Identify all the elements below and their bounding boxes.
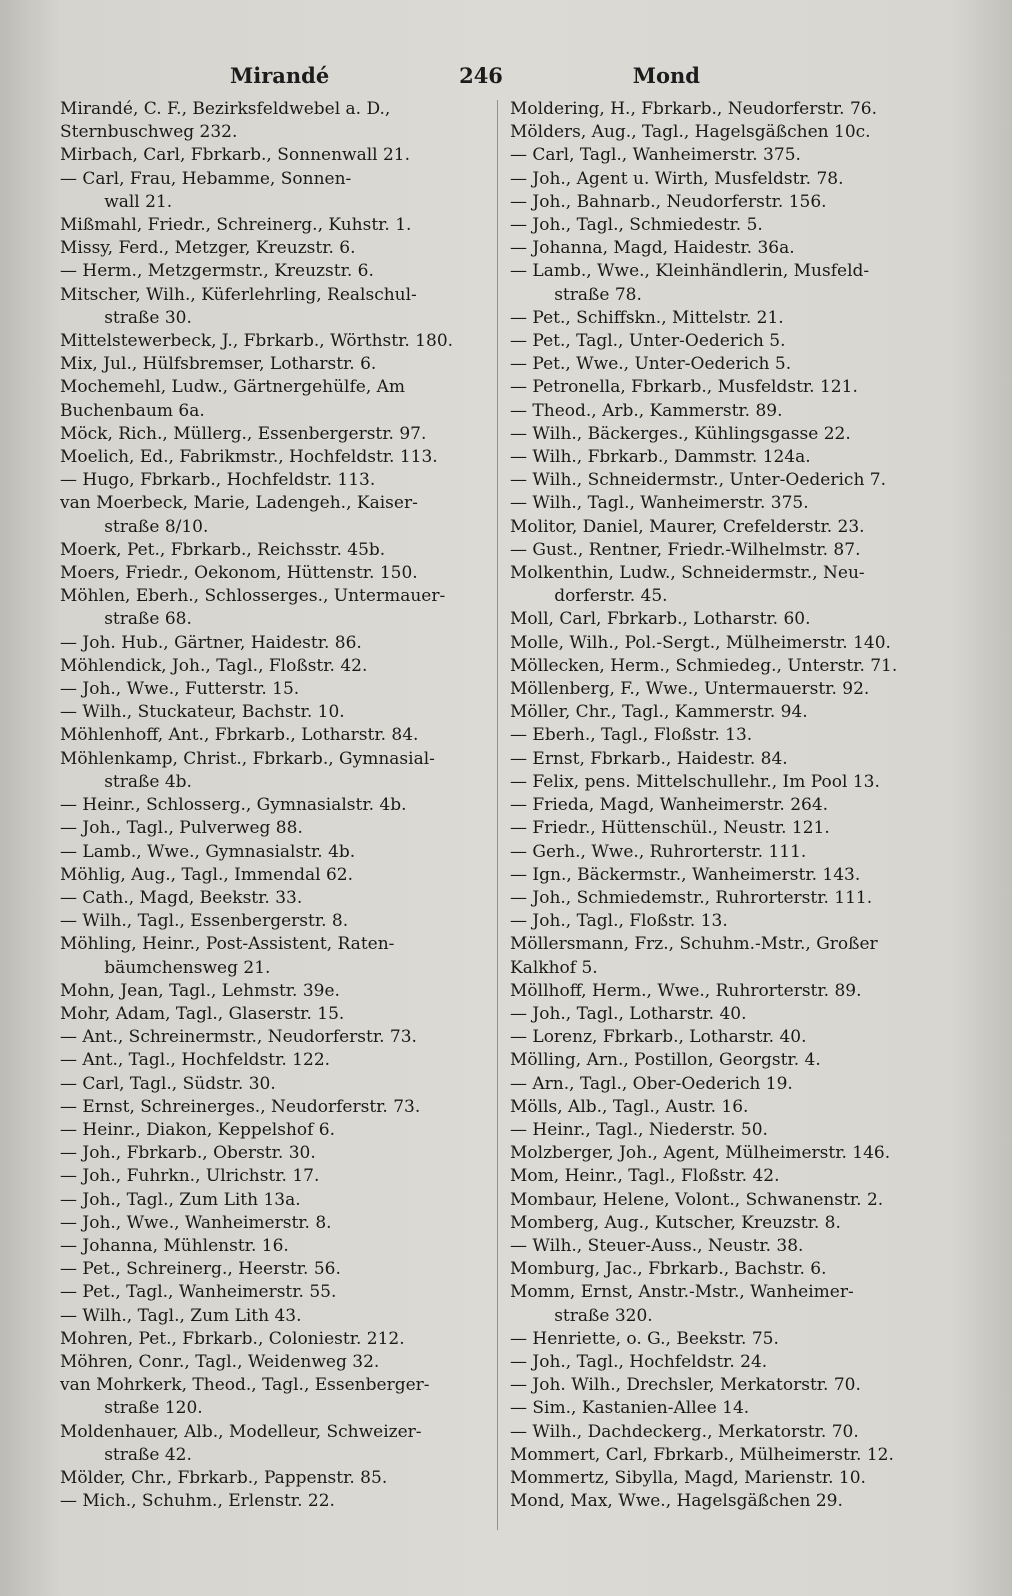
directory-line: bäumchensweg 21. <box>104 957 271 978</box>
directory-line: Mitscher, Wilh., Küferlehrling, Realschul- <box>60 284 417 305</box>
directory-line: Mirandé, C. F., Bezirksfeldwebel a. D., <box>60 99 391 119</box>
directory-line: — Herm., Metzgermstr., Kreuzstr. 6. <box>60 261 374 282</box>
directory-line: straße 4b. <box>104 771 192 792</box>
directory-line: Möllhoff, Herm., Wwe., Ruhrorterstr. 89. <box>510 980 862 1001</box>
directory-line: Momm, Ernst, Anstr.-Mstr., Wanheimer- <box>510 1282 854 1303</box>
directory-line: — Mich., Schuhm., Erlenstr. 22. <box>60 1491 335 1512</box>
directory-line: — Wilh., Tagl., Zum Lith 43. <box>60 1305 302 1326</box>
directory-line: — Joh., Tagl., Hochfeldstr. 24. <box>510 1351 768 1372</box>
directory-line: straße 42. <box>104 1444 192 1465</box>
directory-line: — Gerh., Wwe., Ruhrorterstr. 111. <box>510 841 807 862</box>
directory-line: — Pet., Schreinerg., Heerstr. 56. <box>60 1259 341 1280</box>
directory-line: Möck, Rich., Müllerg., Essenbergerstr. 97. <box>60 423 427 444</box>
directory-line: van Moerbeck, Marie, Ladengeh., Kaiser- <box>60 493 418 514</box>
directory-line: — Joh., Tagl., Schmiedestr. 5. <box>510 215 763 236</box>
directory-line: Möllersmann, Frz., Schuhm.-Mstr., Großer <box>510 934 878 955</box>
directory-line: wall 21. <box>104 191 173 212</box>
directory-line: Möhlendick, Joh., Tagl., Floßstr. 42. <box>60 655 368 676</box>
directory-line: — Carl, Frau, Hebamme, Sonnen- <box>60 168 352 189</box>
directory-line: — Ernst, Schreinerges., Neudorferstr. 73. <box>60 1096 421 1117</box>
directory-line: — Pet., Schiffskn., Mittelstr. 21. <box>510 307 784 328</box>
directory-line: — Pet., Tagl., Wanheimerstr. 55. <box>60 1282 337 1303</box>
directory-line: Mißmahl, Friedr., Schreinerg., Kuhstr. 1. <box>60 215 412 236</box>
directory-line: — Ant., Tagl., Hochfeldstr. 122. <box>60 1050 331 1071</box>
directory-line: Missy, Ferd., Metzger, Kreuzstr. 6. <box>60 238 356 259</box>
directory-line: Mohr, Adam, Tagl., Glaserstr. 15. <box>60 1003 345 1024</box>
directory-line: — Heinr., Schlosserg., Gymnasialstr. 4b. <box>60 795 407 816</box>
directory-line: Möhlenhoff, Ant., Fbrkarb., Lotharstr. 84. <box>60 725 419 746</box>
directory-line: Moers, Friedr., Oekonom, Hüttenstr. 150. <box>60 563 418 584</box>
directory-line: Mohn, Jean, Tagl., Lehmstr. 39e. <box>60 980 340 1001</box>
directory-line: straße 120. <box>104 1398 203 1419</box>
directory-line: Mommertz, Sibylla, Magd, Marienstr. 10. <box>510 1467 866 1488</box>
directory-line: — Wilh., Dachdeckerg., Merkatorstr. 70. <box>510 1421 859 1442</box>
directory-line: Momburg, Jac., Fbrkarb., Bachstr. 6. <box>510 1259 827 1280</box>
column-divider <box>497 100 498 1530</box>
directory-line: Mittelstewerbeck, J., Fbrkarb., Wörthstr. 180. <box>60 331 454 352</box>
right-column <box>510 98 930 1513</box>
directory-line: — Ernst, Fbrkarb., Haidestr. 84. <box>510 748 788 769</box>
directory-line: — Joh., Bahnarb., Neudorferstr. 156. <box>510 191 827 212</box>
directory-line: Möhling, Heinr., Post-Assistent, Raten- <box>60 934 395 955</box>
directory-line: Möhlen, Eberh., Schlosserges., Untermauer- <box>60 586 446 607</box>
directory-line: straße 78. <box>554 284 642 305</box>
directory-line: — Johanna, Magd, Haidestr. 36a. <box>510 238 795 259</box>
directory-line: — Wilh., Stuckateur, Bachstr. 10. <box>60 702 345 723</box>
directory-line: — Ign., Bäckermstr., Wanheimerstr. 143. <box>510 864 861 885</box>
directory-line: Möhlig, Aug., Tagl., Immendal 62. <box>60 864 354 885</box>
page-header <box>230 58 700 92</box>
directory-line: — Wilh., Steuer-Auss., Neustr. 38. <box>510 1235 804 1256</box>
directory-line: — Joh., Agent u. Wirth, Musfeldstr. 78. <box>510 168 844 189</box>
directory-line: — Joh. Wilh., Drechsler, Merkatorstr. 70. <box>510 1375 861 1396</box>
directory-line: dorferstr. 45. <box>554 586 668 607</box>
directory-line: Moerk, Pet., Fbrkarb., Reichsstr. 45b. <box>60 539 386 560</box>
directory-line: — Joh., Tagl., Floßstr. 13. <box>510 911 728 932</box>
directory-line: Mölling, Arn., Postillon, Georgstr. 4. <box>510 1050 821 1071</box>
directory-line: Molle, Wilh., Pol.-Sergt., Mülheimerstr. 140. <box>510 632 891 653</box>
directory-line: Molitor, Daniel, Maurer, Crefelderstr. 23. <box>510 516 865 537</box>
directory-line: — Joh., Fuhrkn., Ulrichstr. 17. <box>60 1166 320 1187</box>
directory-line: Moll, Carl, Fbrkarb., Lotharstr. 60. <box>510 609 811 630</box>
directory-line: Mommert, Carl, Fbrkarb., Mülheimerstr. 12. <box>510 1444 894 1465</box>
directory-line: Möllecken, Herm., Schmiedeg., Unterstr. 71. <box>510 655 898 676</box>
directory-line: — Wilh., Tagl., Essenbergerstr. 8. <box>60 911 349 932</box>
directory-line: — Lorenz, Fbrkarb., Lotharstr. 40. <box>510 1027 807 1048</box>
directory-line: straße 30. <box>104 307 192 328</box>
directory-line: — Joh., Wwe., Futterstr. 15. <box>60 679 300 700</box>
directory-line: — Gust., Rentner, Friedr.-Wilhelmstr. 87. <box>510 539 861 560</box>
directory-line: Mohren, Pet., Fbrkarb., Coloniestr. 212. <box>60 1328 405 1349</box>
directory-line: — Wilh., Tagl., Wanheimerstr. 375. <box>510 493 809 514</box>
directory-line: Mölder, Chr., Fbrkarb., Pappenstr. 85. <box>60 1467 388 1488</box>
directory-line: straße 320. <box>554 1305 653 1326</box>
directory-line: — Joh., Tagl., Lotharstr. 40. <box>510 1003 747 1024</box>
directory-line: — Cath., Magd, Beekstr. 33. <box>60 887 303 908</box>
directory-line: Möhlenkamp, Christ., Fbrkarb., Gymnasial- <box>60 748 435 769</box>
directory-line: — Theod., Arb., Kammerstr. 89. <box>510 400 783 421</box>
directory-line: Molkenthin, Ludw., Schneidermstr., Neu- <box>510 563 865 584</box>
directory-line: — Wilh., Fbrkarb., Dammstr. 124a. <box>510 447 811 468</box>
directory-line: — Carl, Tagl., Südstr. 30. <box>60 1073 276 1094</box>
directory-line: — Wilh., Schneidermstr., Unter-Oederich 7. <box>510 470 887 491</box>
directory-line: — Arn., Tagl., Ober-Oederich 19. <box>510 1073 793 1094</box>
directory-line: Mombaur, Helene, Volont., Schwanenstr. 2. <box>510 1189 884 1210</box>
directory-line: — Joh., Schmiedemstr., Ruhrorterstr. 111. <box>510 887 873 908</box>
directory-line: Mix, Jul., Hülfsbremser, Lotharstr. 6. <box>60 354 377 375</box>
header-right-word: Mond <box>632 62 700 88</box>
directory-line: — Joh., Wwe., Wanheimerstr. 8. <box>60 1212 332 1233</box>
directory-line: — Joh., Tagl., Zum Lith 13a. <box>60 1189 301 1210</box>
directory-line: — Sim., Kastanien-Allee 14. <box>510 1398 750 1419</box>
directory-line: — Felix, pens. Mittelschullehr., Im Pool 13. <box>510 771 880 792</box>
directory-line: Mölls, Alb., Tagl., Austr. 16. <box>510 1096 749 1117</box>
directory-line: — Pet., Wwe., Unter-Oederich 5. <box>510 354 792 375</box>
directory-line: — Johanna, Mühlenstr. 16. <box>60 1235 289 1256</box>
directory-line: Kalkhof 5. <box>510 957 598 978</box>
directory-line: — Heinr., Diakon, Keppelshof 6. <box>60 1119 336 1140</box>
directory-line: — Eberh., Tagl., Floßstr. 13. <box>510 725 753 746</box>
directory-line: Mom, Heinr., Tagl., Floßstr. 42. <box>510 1166 780 1187</box>
directory-line: Moldering, H., Fbrkarb., Neudorferstr. 76. <box>510 99 877 119</box>
directory-line: — Lamb., Wwe., Gymnasialstr. 4b. <box>60 841 356 862</box>
directory-line: Moelich, Ed., Fabrikmstr., Hochfeldstr. 113. <box>60 447 438 468</box>
header-left-word: Mirandé <box>230 62 330 88</box>
directory-line: — Hugo, Fbrkarb., Hochfeldstr. 113. <box>60 470 376 491</box>
directory-line: Mölders, Aug., Tagl., Hagelsgäßchen 10c. <box>510 122 871 143</box>
directory-line: — Ant., Schreinermstr., Neudorferstr. 73. <box>60 1027 417 1048</box>
directory-line: straße 8/10. <box>104 516 209 537</box>
directory-line: Momberg, Aug., Kutscher, Kreuzstr. 8. <box>510 1212 841 1233</box>
directory-line: — Lamb., Wwe., Kleinhändlerin, Musfeld- <box>510 261 870 282</box>
directory-line: Molzberger, Joh., Agent, Mülheimerstr. 146. <box>510 1143 891 1164</box>
directory-line: — Pet., Tagl., Unter-Oederich 5. <box>510 331 786 352</box>
directory-line: — Wilh., Bäckerges., Kühlingsgasse 22. <box>510 423 851 444</box>
directory-line: — Joh. Hub., Gärtner, Haidestr. 86. <box>60 632 362 653</box>
page-number: 246 <box>459 62 503 88</box>
directory-line: Sternbuschweg 232. <box>60 122 238 143</box>
directory-line: Möller, Chr., Tagl., Kammerstr. 94. <box>510 702 808 723</box>
directory-line: Möllenberg, F., Wwe., Untermauerstr. 92. <box>510 679 870 700</box>
directory-line: — Frieda, Magd, Wanheimerstr. 264. <box>510 795 829 816</box>
directory-line: Mond, Max, Wwe., Hagelsgäßchen 29. <box>510 1491 843 1512</box>
directory-line: — Heinr., Tagl., Niederstr. 50. <box>510 1119 768 1140</box>
left-column <box>60 98 490 1513</box>
directory-line: — Friedr., Hüttenschül., Neustr. 121. <box>510 818 830 839</box>
directory-line: — Carl, Tagl., Wanheimerstr. 375. <box>510 145 801 166</box>
directory-line: Möhren, Conr., Tagl., Weidenweg 32. <box>60 1351 380 1372</box>
directory-line: — Joh., Fbrkarb., Oberstr. 30. <box>60 1143 316 1164</box>
directory-line: — Joh., Tagl., Pulverweg 88. <box>60 818 303 839</box>
directory-line: van Mohrkerk, Theod., Tagl., Essenberger- <box>60 1375 430 1396</box>
directory-line: Moldenhauer, Alb., Modelleur, Schweizer- <box>60 1421 422 1442</box>
directory-line: Mochemehl, Ludw., Gärtnergehülfe, Am <box>60 377 406 398</box>
directory-line: — Henriette, o. G., Beekstr. 75. <box>510 1328 779 1349</box>
directory-line: — Petronella, Fbrkarb., Musfeldstr. 121. <box>510 377 858 398</box>
directory-line: Mirbach, Carl, Fbrkarb., Sonnenwall 21. <box>60 145 411 166</box>
directory-line: straße 68. <box>104 609 192 630</box>
directory-line: Buchenbaum 6a. <box>60 400 205 421</box>
